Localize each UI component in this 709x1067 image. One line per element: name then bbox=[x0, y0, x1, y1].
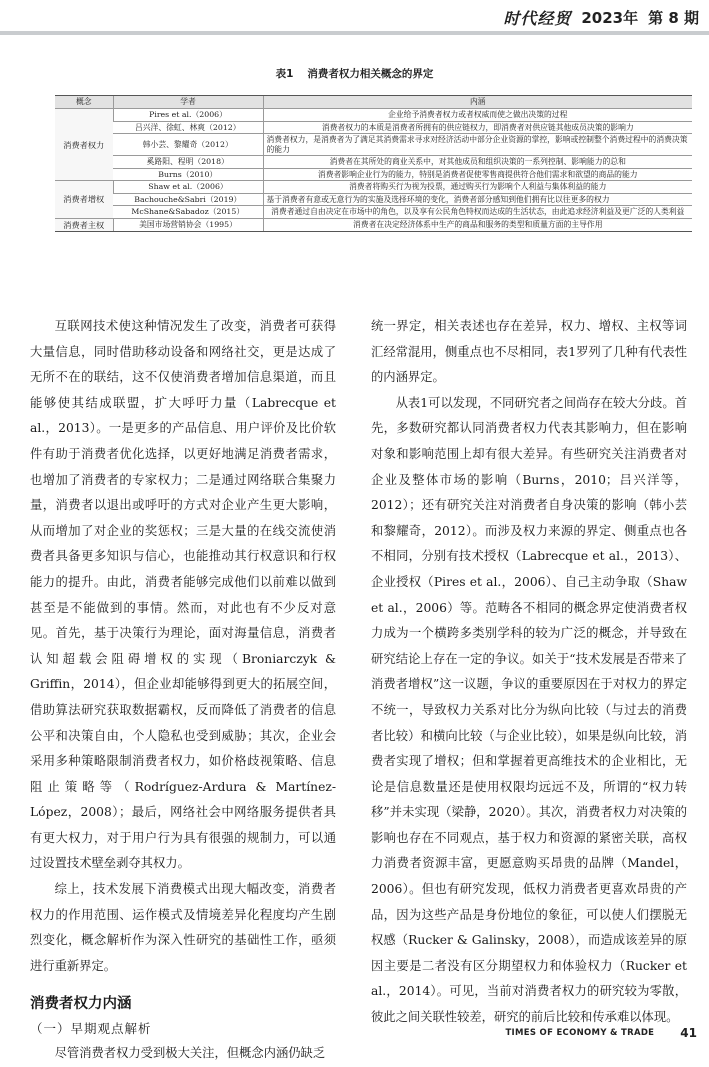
issue-year: 2023年 bbox=[581, 8, 639, 27]
definition-cell: 消费者权力，是消费者为了满足其消费需求寻求对经济活动中部分企业资源的掌控，影响或控制整个消费过程中的消费决策的能力 bbox=[263, 134, 692, 156]
table-row bbox=[55, 156, 692, 169]
table-row bbox=[55, 134, 692, 156]
paragraph: 互联网技术使这种情况发生了改变，消费者可获得大量信息，同时借助移动设备和网络社交，更是达成了无所不在的联结，这不仅使消费者增加信息渠道，而且能够使其结成联盟，扩大呼吁力量（Labrecque et al.，2013）。一是更多的产品信息、用户评价及比价软件有助于消费者优化选择，以更好地满足消费者需求，也增加了消费者的专家权力；二是通过网络联合集聚力量，消费者以退出或呼吁的方式对企业产生更大影响，从而增加了对企业的奖惩权；三是大量的在线交流使消费者具备更多知识与信心，也能推动其行权意识和行权能力的提升。由此，消费者能够完成他们以前难以做到甚至是不能做到的事情。然而，对此也有不少反对意见。首先，基于决策行为理论，面对海量信息，消费者认知超载会阻碍增权的实现（Broniarczyk & Griffin，2014），但企业却能够得到更大的拓展空间，借助算法研究获取数据霸权，反而降低了消费者的信息公平和决策自由，个人隐私也受到威胁；其次，企业会采用多种策略限制消费者权力，如价格歧视策略、信息阻止策略等（Rodríguez-Ardura & Martínez-López，2008）；最后，网络社会中网络服务提供者具有更大权力，对于用户行为具有很强的规制力，可以通过设置技术壁垒剥夺其权力。 bbox=[30, 319, 336, 871]
scholar-cell: 吕兴洋、徐虹、林爽（2012） bbox=[113, 121, 263, 134]
definition-cell: 企业给予消费者权力或者权威而使之做出决策的过程 bbox=[263, 109, 692, 122]
definition-cell: 消费者通过自由决定在市场中的角色，以及享有公民角色特权而达成的生活状态，由此追求经济利益及更广泛的人类利益 bbox=[263, 206, 692, 219]
definition-cell: 基于消费者有意或无意行为的实施及选择环境的变化，消费者部分感知到他们拥有比以往更多的权力 bbox=[263, 193, 692, 206]
paragraph: 尽管消费者权力受到极大关注，但概念内涵仍缺乏 bbox=[54, 1046, 326, 1061]
paragraph: 统一界定，相关表述也存在差异，权力、增权、主权等词汇经常混用，侧重点也不尽相同，表1罗列了几种有代表性的内涵界定。 bbox=[371, 319, 687, 385]
category-sovereignty: 消费者主权 bbox=[55, 218, 113, 231]
definition-cell: 消费者在其所处的商业关系中，对其他成员和组织决策的一系列控制、影响能力的总和 bbox=[263, 156, 692, 169]
issue-number: 第 8 期 bbox=[648, 8, 699, 27]
table-row bbox=[55, 121, 692, 134]
scholar-cell: 韩小芸、黎耀奇（2012） bbox=[113, 134, 263, 156]
table-title: 消费者权力相关概念的界定 bbox=[307, 68, 434, 80]
concept-table bbox=[55, 95, 692, 232]
table-row bbox=[55, 168, 692, 181]
definition-cell: 消费者权力的本质是消费者所拥有的供应链权力，即消费者对供应链其他成员决策的影响力 bbox=[263, 121, 692, 134]
paragraph: 从表1可以发现，不同研究者之间尚存在较大分歧。首先，多数研究都认同消费者权力代表其影响力，但在影响对象和影响范围上却有很大差异。有些研究关注消费者对企业及整体市场的影响（Burns，2010；吕兴洋等，2012）；还有研究关注对消费者自身决策的影响（韩小芸和黎耀奇，2012）。而涉及权力来源的界定、侧重点也各不相同，分别有技术授权（Labrecque et al.，2013）、企业授权（Pires et al.，2006）、自己主动争取（Shaw et al.，2006）等。范畴各不相同的概念界定使消费者权力成为一个横跨多类别学科的较为广泛的概念，并导致在研究结论上存在一定的争议。如关于“技术发展是否带来了消费者增权”这一议题，争议的重要原因在于对权力的界定不统一，导致权力关系对比分为纵向比较（与过去的消费者比较）和横向比较（与企业比较），如果是纵向比较，消费者实现了增权；但和掌握着更高维技术的企业相比，无论是信息数量还是使用权限均远远不及，所谓的“权力转移”并未实现（梁静，2020）。其次，消费者权力对决策的影响也存在不同观点，基于权力和资源的紧密关联，高权力消费者资源丰富，更愿意购买昂贵的品牌（Mandel，2006）。但也有研究发现，低权力消费者更喜欢昂贵的产品，因为这些产品是身份地位的象征，可以使人们摆脱无权感（Rucker & Galinsky，2008），而造成该差异的原因主要是二者没有区分期望权力和体验权力（Rucker et al.，2014）。可见，当前对消费者权力的研究较为零散，彼此之间关联性较差，研究的前后比较和传承难以体现。 bbox=[371, 395, 687, 1025]
table-row bbox=[55, 109, 692, 122]
header-concept: 概念 bbox=[55, 96, 113, 109]
header-scholar: 学者 bbox=[113, 96, 263, 109]
magazine-name: 时代经贸 bbox=[503, 8, 572, 28]
paragraph: 综上，技术发展下消费模式出现大幅改变，消费者权力的作用范围、运作模式及情境差异化程度均产生剧烈变化，概念解析作为深入性研究的基础性工作，亟须进行重新界定。 bbox=[30, 882, 336, 973]
table-row bbox=[55, 181, 692, 194]
table-caption bbox=[0, 66, 709, 81]
definition-cell: 消费者在决定经济体系中生产的商品和服务的类型和质量方面的主导作用 bbox=[263, 218, 692, 231]
definition-cell: 消费者将购买行为视为投票，通过购买行为影响个人利益与集体利益的能力 bbox=[263, 181, 692, 194]
page-header bbox=[503, 6, 699, 28]
scholar-cell: 美国市场营销协会（1995） bbox=[113, 218, 263, 231]
section-heading: 消费者权力内涵 bbox=[30, 996, 132, 1013]
subsection-heading: （一）早期观点解析 bbox=[30, 1021, 152, 1037]
table-number: 表1 bbox=[275, 68, 294, 80]
scholar-cell: Shaw et al.（2006） bbox=[113, 181, 263, 194]
scholar-cell: 奚路阳、程明（2018） bbox=[113, 156, 263, 169]
definition-cell: 消费者影响企业行为的能力，特别是消费者促使零售商提供符合他们需求和欲望的商品的能力 bbox=[263, 168, 692, 181]
category-empowerment: 消费者增权 bbox=[55, 181, 113, 219]
scholar-cell: Pires et al.（2006） bbox=[113, 109, 263, 122]
header-meaning: 内涵 bbox=[263, 96, 692, 109]
right-column bbox=[371, 314, 687, 1031]
scholar-cell: Bachouche&Sabri（2019） bbox=[113, 193, 263, 206]
scholar-cell: Burns（2010） bbox=[113, 168, 263, 181]
scholar-cell: McShane&Sabadoz（2015） bbox=[113, 206, 263, 219]
table-row bbox=[55, 206, 692, 219]
page-number: 41 bbox=[680, 1026, 697, 1040]
header-rule bbox=[0, 31, 709, 35]
left-column bbox=[30, 314, 336, 1067]
table-row bbox=[55, 193, 692, 206]
table-row bbox=[55, 218, 692, 231]
page-footer bbox=[505, 1026, 697, 1040]
footer-brand: TIMES OF ECONOMY & TRADE bbox=[505, 1028, 655, 1038]
category-consumer-power: 消费者权力 bbox=[55, 109, 113, 181]
table-header-row bbox=[55, 96, 692, 109]
